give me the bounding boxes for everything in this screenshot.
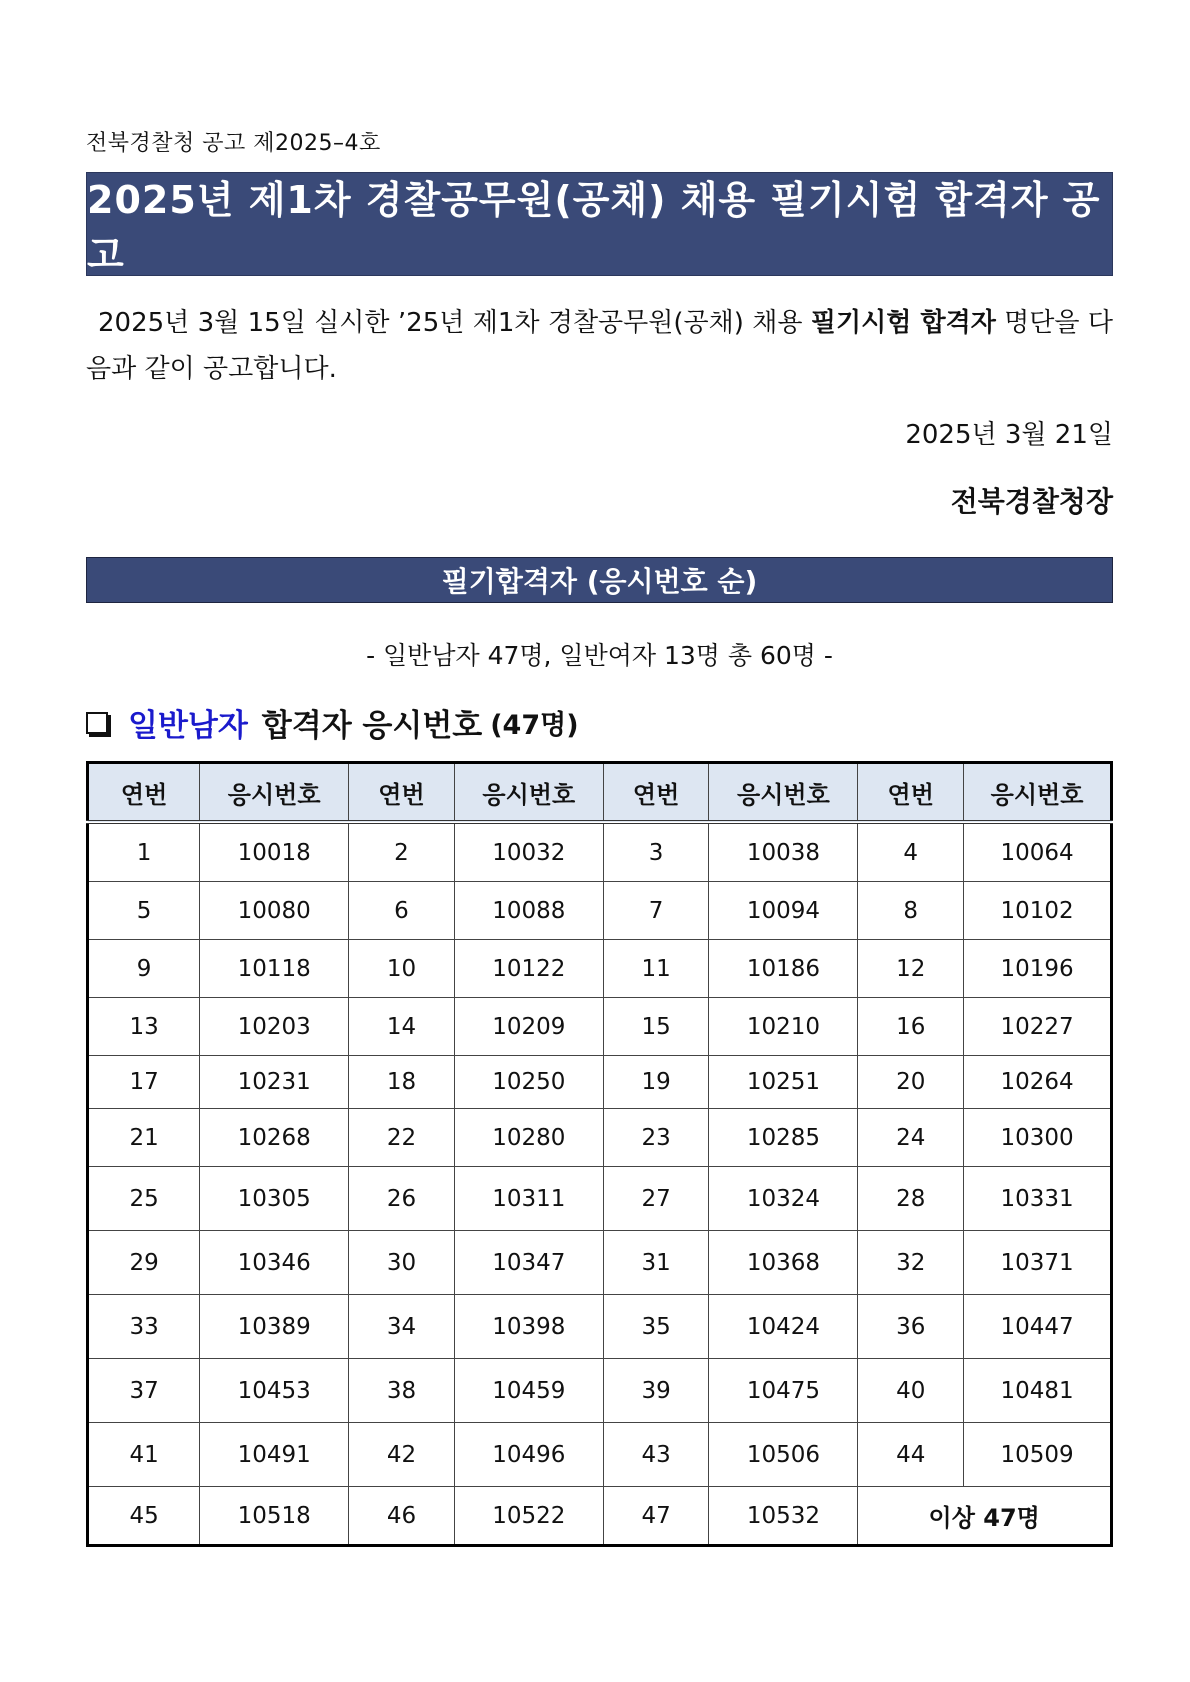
table-cell: 10 — [349, 940, 455, 998]
table-cell: 44 — [858, 1423, 964, 1487]
table-cell: 38 — [349, 1359, 455, 1423]
section-title: 필기합격자 (응시번호 순) — [86, 557, 1113, 603]
table-cell: 13 — [88, 998, 200, 1056]
table-row — [88, 1487, 1112, 1546]
results-table — [86, 761, 1113, 1547]
table-cell: 35 — [603, 1295, 709, 1359]
table-cell: 10518 — [200, 1487, 349, 1546]
table-cell: 16 — [858, 998, 964, 1056]
header-cell: 응시번호 — [200, 763, 349, 823]
table-cell: 7 — [603, 882, 709, 940]
table-cell: 10280 — [454, 1109, 603, 1167]
table-cell: 17 — [88, 1056, 200, 1109]
signer: 전북경찰청장 — [950, 485, 1113, 518]
header-cell: 연번 — [603, 763, 709, 823]
table-cell: 10491 — [200, 1423, 349, 1487]
table-cell: 10264 — [964, 1056, 1112, 1109]
table-cell: 28 — [858, 1167, 964, 1231]
table-cell: 10210 — [709, 998, 858, 1056]
intro-text-bold: 필기시험 합격자 — [810, 308, 996, 338]
table-cell: 10475 — [709, 1359, 858, 1423]
table-cell: 14 — [349, 998, 455, 1056]
table-cell: 10481 — [964, 1359, 1112, 1423]
table-cell: 10398 — [454, 1295, 603, 1359]
intro-paragraph — [86, 300, 1113, 392]
notice-number: 전북경찰청 공고 제2025–4호 — [86, 131, 381, 156]
table-cell: 10509 — [964, 1423, 1112, 1487]
table-cell: 25 — [88, 1167, 200, 1231]
header-cell: 연번 — [858, 763, 964, 823]
table-cell: 10346 — [200, 1231, 349, 1295]
table-row — [88, 1167, 1112, 1231]
table-cell: 10064 — [964, 822, 1112, 882]
checkbox-icon — [86, 712, 108, 734]
table-cell: 2 — [349, 822, 455, 882]
table-row — [88, 822, 1112, 882]
table-cell: 10368 — [709, 1231, 858, 1295]
table-cell: 10305 — [200, 1167, 349, 1231]
table-row — [88, 1109, 1112, 1167]
table-cell: 39 — [603, 1359, 709, 1423]
table-cell: 10300 — [964, 1109, 1112, 1167]
table-cell: 8 — [858, 882, 964, 940]
header-cell: 응시번호 — [964, 763, 1112, 823]
table-row — [88, 940, 1112, 998]
table-cell: 30 — [349, 1231, 455, 1295]
table-cell: 26 — [349, 1167, 455, 1231]
table-cell: 41 — [88, 1423, 200, 1487]
table-cell: 10285 — [709, 1109, 858, 1167]
table-cell: 10080 — [200, 882, 349, 940]
table-cell: 47 — [603, 1487, 709, 1546]
table-cell: 10311 — [454, 1167, 603, 1231]
table-cell: 10122 — [454, 940, 603, 998]
subheading-text: 합격자 응시번호 — [261, 708, 483, 744]
table-cell: 10496 — [454, 1423, 603, 1487]
table-row — [88, 882, 1112, 940]
table-cell: 15 — [603, 998, 709, 1056]
table-cell: 10347 — [454, 1231, 603, 1295]
table-cell: 33 — [88, 1295, 200, 1359]
table-cell: 10018 — [200, 822, 349, 882]
table-cell: 10522 — [454, 1487, 603, 1546]
page-title: 2025년 제1차 경찰공무원(공채) 채용 필기시험 합격자 공고 — [86, 172, 1113, 276]
table-cell: 10088 — [454, 882, 603, 940]
announcement-date: 2025년 3월 21일 — [905, 420, 1113, 450]
subheading-count: (47명) — [490, 710, 579, 741]
table-row — [88, 1359, 1112, 1423]
table-cell: 10231 — [200, 1056, 349, 1109]
table-cell: 10506 — [709, 1423, 858, 1487]
table-cell: 10389 — [200, 1295, 349, 1359]
table-cell: 10250 — [454, 1056, 603, 1109]
table-cell: 9 — [88, 940, 200, 998]
table-cell: 46 — [349, 1487, 455, 1546]
header-cell: 연번 — [349, 763, 455, 823]
table-cell: 31 — [603, 1231, 709, 1295]
table-header-row — [88, 763, 1112, 823]
table-cell: 36 — [858, 1295, 964, 1359]
subheading — [86, 700, 579, 745]
intro-text-part1: 2025년 3월 15일 실시한 ’25년 제1차 경찰공무원(공채) 채용 — [98, 308, 811, 338]
table-cell: 10447 — [964, 1295, 1112, 1359]
table-row — [88, 1056, 1112, 1109]
table-cell: 22 — [349, 1109, 455, 1167]
intro-text-part2: 명단을 다음과 같이 공고합니다. — [86, 308, 1113, 384]
table-cell: 45 — [88, 1487, 200, 1546]
table-cell: 29 — [88, 1231, 200, 1295]
table-cell: 5 — [88, 882, 200, 940]
summary-line: - 일반남자 47명, 일반여자 13명 총 60명 - — [366, 641, 833, 670]
table-cell: 10268 — [200, 1109, 349, 1167]
table-cell: 12 — [858, 940, 964, 998]
table-cell: 23 — [603, 1109, 709, 1167]
table-cell: 11 — [603, 940, 709, 998]
table-cell: 19 — [603, 1056, 709, 1109]
table-cell: 1 — [88, 822, 200, 882]
table-cell: 20 — [858, 1056, 964, 1109]
table-cell: 10094 — [709, 882, 858, 940]
table-cell: 43 — [603, 1423, 709, 1487]
table-cell: 3 — [603, 822, 709, 882]
table-cell: 10038 — [709, 822, 858, 882]
table-cell: 10371 — [964, 1231, 1112, 1295]
table-cell: 18 — [349, 1056, 455, 1109]
table-cell: 10324 — [709, 1167, 858, 1231]
total-count: 이상 47명 — [858, 1487, 1112, 1546]
table-cell: 37 — [88, 1359, 200, 1423]
table-row — [88, 1295, 1112, 1359]
table-cell: 10227 — [964, 998, 1112, 1056]
table-cell: 32 — [858, 1231, 964, 1295]
table-cell: 6 — [349, 882, 455, 940]
table-cell: 42 — [349, 1423, 455, 1487]
table-cell: 10453 — [200, 1359, 349, 1423]
table-cell: 10331 — [964, 1167, 1112, 1231]
table-cell: 4 — [858, 822, 964, 882]
header-cell: 응시번호 — [454, 763, 603, 823]
table-cell: 10186 — [709, 940, 858, 998]
table-cell: 10209 — [454, 998, 603, 1056]
table-cell: 40 — [858, 1359, 964, 1423]
table-cell: 10459 — [454, 1359, 603, 1423]
table-cell: 24 — [858, 1109, 964, 1167]
table-cell: 34 — [349, 1295, 455, 1359]
table-cell: 10251 — [709, 1056, 858, 1109]
table-row — [88, 1423, 1112, 1487]
table-cell: 10118 — [200, 940, 349, 998]
subheading-accent: 일반남자 — [128, 708, 248, 744]
table-cell: 10102 — [964, 882, 1112, 940]
header-cell: 연번 — [88, 763, 200, 823]
table-cell: 27 — [603, 1167, 709, 1231]
table-cell: 10203 — [200, 998, 349, 1056]
table-cell: 21 — [88, 1109, 200, 1167]
table-cell: 10424 — [709, 1295, 858, 1359]
table-cell: 10032 — [454, 822, 603, 882]
table-cell: 10532 — [709, 1487, 858, 1546]
header-cell: 응시번호 — [709, 763, 858, 823]
table-row — [88, 1231, 1112, 1295]
table-row — [88, 998, 1112, 1056]
table-cell: 10196 — [964, 940, 1112, 998]
